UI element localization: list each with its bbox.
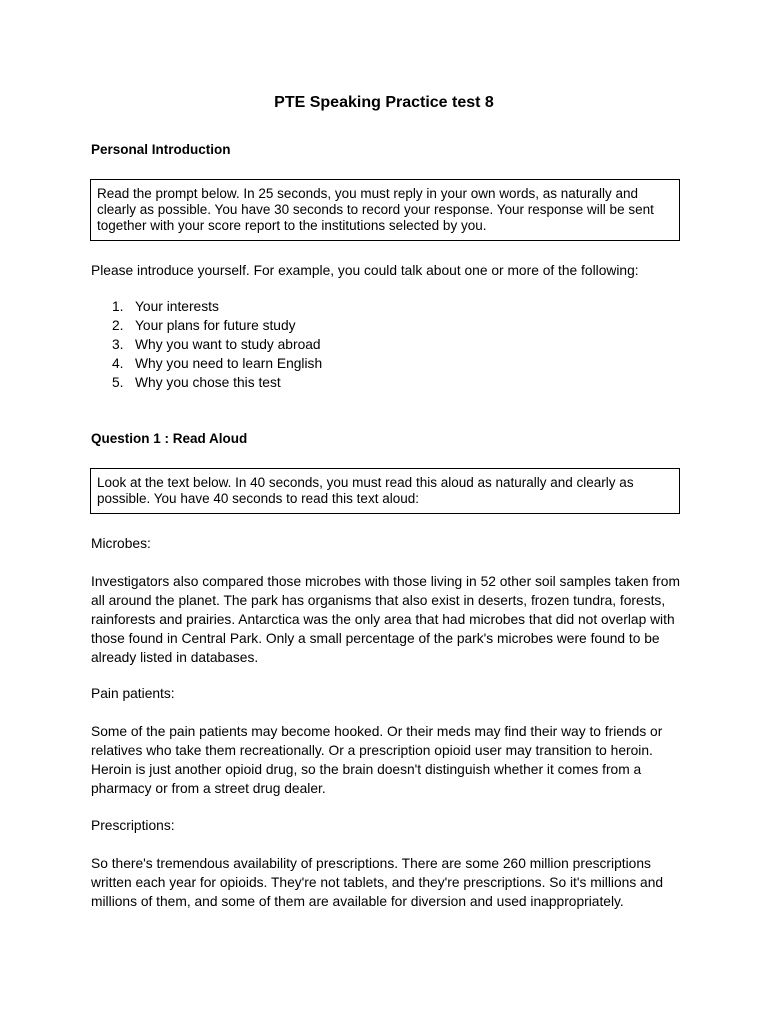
topic-list xyxy=(91,297,322,392)
list-item xyxy=(91,335,322,354)
list-item-number: 3. xyxy=(112,337,124,352)
list-item-text: Why you need to learn English xyxy=(135,356,323,371)
passage-label-microbes: Microbes: xyxy=(91,536,151,551)
instruction-box-intro: Read the prompt below. In 25 seconds, you must reply in your own words, as naturally and clearly as possible. You have 30 seconds to record your response. Your response will be sent together with your score report to the institutions selected by you. xyxy=(90,179,680,241)
list-item xyxy=(91,297,322,316)
list-item-text: Why you want to study abroad xyxy=(135,337,321,352)
list-item xyxy=(91,373,322,392)
list-item-text: Your plans for future study xyxy=(135,318,296,333)
instruction-box-read-aloud: Look at the text below. In 40 seconds, you must read this aloud as naturally and clearly as possible. You have 40 seconds to read this text aloud: xyxy=(90,468,680,514)
list-item xyxy=(91,354,322,373)
passage-text-prescriptions: So there's tremendous availability of prescriptions. There are some 260 million prescriptions written each year for opioids. They're not tablets, and they're prescriptions. So it's millions and millions of them, and some of them are available for diversion and used inappropriately. xyxy=(91,856,664,909)
section-heading-read-aloud: Question 1 : Read Aloud xyxy=(91,431,248,446)
list-item-number: 1. xyxy=(112,299,124,314)
passage-label-pain-patients: Pain patients: xyxy=(91,686,175,701)
list-item-text: Your interests xyxy=(135,299,219,314)
passage-label-prescriptions: Prescriptions: xyxy=(91,818,175,833)
list-item-number: 2. xyxy=(112,318,124,333)
intro-prompt: Please introduce yourself. For example, you could talk about one or more of the following: xyxy=(91,263,639,278)
list-item-text: Why you chose this test xyxy=(135,375,281,390)
list-item-number: 4. xyxy=(112,356,124,371)
list-item xyxy=(91,316,322,335)
page-title: PTE Speaking Practice test 8 xyxy=(274,94,494,111)
list-item-number: 5. xyxy=(112,375,124,390)
section-heading-personal-introduction: Personal Introduction xyxy=(91,142,231,157)
passage-text-microbes: Investigators also compared those microbes with those living in 52 other soil samples taken from all around the planet. The park has organisms that also exist in deserts, frozen tundra, forests, rainforests and prairies. Antarctica was the only area that had microbes that did not overlap with those found in Central Park. Only a small percentage of the park's microbes were found to be already listed in databases. xyxy=(91,574,680,665)
passage-text-pain-patients: Some of the pain patients may become hooked. Or their meds may find their way to friends or relatives who take them recreationally. Or a prescription opioid user may transition to heroin. Heroin is just another opioid drug, so the brain doesn't distinguish whether it comes from a pharmacy or from a street drug dealer. xyxy=(91,724,663,796)
